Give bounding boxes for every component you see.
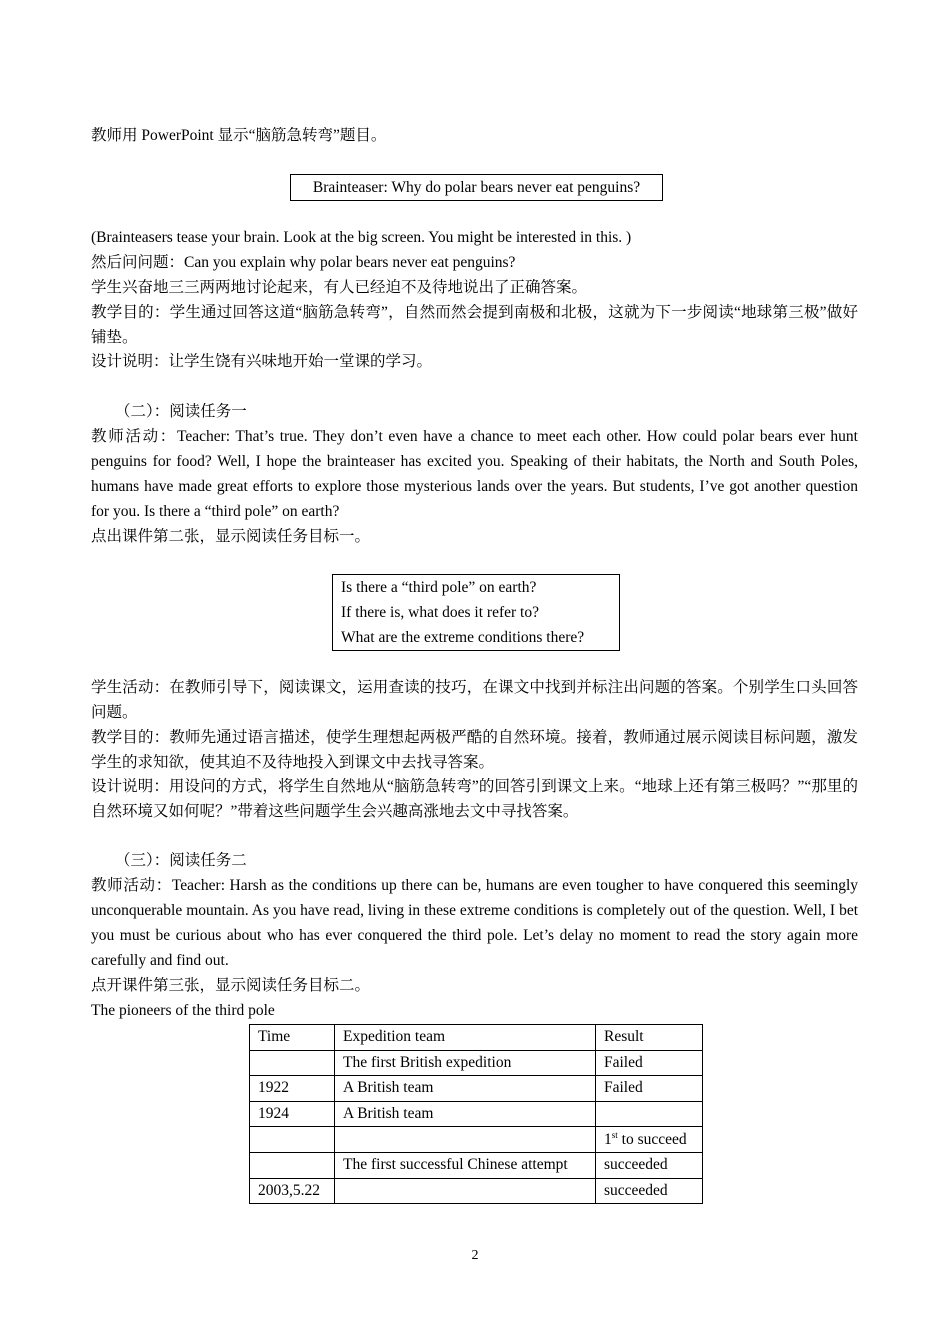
table-cell	[250, 1152, 335, 1178]
table-cell: succeeded	[596, 1152, 703, 1178]
ordinal-suffix: st	[611, 1129, 618, 1140]
table-row	[250, 1178, 703, 1204]
table-cell: A British team	[335, 1101, 596, 1127]
table-row	[250, 1101, 703, 1127]
table-cell: A British team	[335, 1076, 596, 1102]
table-cell: succeeded	[596, 1178, 703, 1204]
table-header-cell: Expedition team	[335, 1025, 596, 1051]
task2-teacher-paragraph: 教师活动：Teacher: Harsh as the conditions up there can be, humans are even tougher to have conquered this seemingly unconquerable mountain. As you have read, living in these extreme conditions is completely out of the question. Well, I bet you must be curious about who has ever conquered the third pole. Let’s delay no moment to read the story again more carefully and find out.	[91, 877, 858, 969]
intro-line-question: 然后问问题：Can you explain why polar bears never eat penguins?	[91, 254, 516, 271]
intro-line-powerpoint: 教师用 PowerPoint 显示“脑筋急转弯”题目。	[91, 127, 387, 144]
page-number: 2	[471, 1248, 479, 1263]
table-cell: 1924	[250, 1101, 335, 1127]
task1-heading: （二）：阅读任务一	[115, 403, 247, 420]
ordinal-number: 1	[604, 1130, 612, 1148]
table-cell	[596, 1101, 703, 1127]
table-title: The pioneers of the third pole	[91, 1002, 275, 1019]
table-row	[250, 1127, 703, 1153]
intro-line-students: 学生兴奋地三三两两地讨论起来，有人已经迫不及待地说出了正确答案。	[91, 279, 588, 296]
table-header-row	[250, 1025, 703, 1051]
task1-student-paragraph: 学生活动：在教师引导下，阅读课文，运用查读的技巧，在课文中找到并标注出问题的答案。个别学生口头回答问题。	[91, 679, 858, 721]
task2-heading: （三）：阅读任务二	[115, 852, 247, 869]
table-row	[250, 1076, 703, 1102]
table-cell	[335, 1178, 596, 1204]
task1-purpose-paragraph: 教学目的：教师先通过语言描述，使学生理想起两极严酷的自然环境。接着，教师通过展示阅读目标问题，激发学生的求知欲，使其迫不及待地投入到课文中去找寻答案。	[91, 729, 858, 771]
task1-teacher-paragraph: 教师活动：Teacher: That’s true. They don’t even have a chance to meet each other. How could polar bears ever hunt penguins for food? Well, I hope the brainteaser has excited you. Speaking of their habitats, the North and South Poles, humans have made great efforts to explore those mysterious lands over the years. But students, I’ve got another question for you. Is there a “third pole” on earth?	[91, 428, 858, 520]
question-item: Is there a “third pole” on earth?	[341, 579, 537, 596]
table-cell: Failed	[596, 1076, 703, 1102]
task2-slide-note: 点开课件第三张，显示阅读任务目标二。	[91, 977, 371, 994]
table-row	[250, 1152, 703, 1178]
question-item: What are the extreme conditions there?	[341, 629, 585, 646]
task1-slide-note: 点出课件第二张，显示阅读任务目标一。	[91, 528, 371, 545]
table-cell	[250, 1050, 335, 1076]
table-cell: The first successful Chinese attempt	[335, 1152, 596, 1178]
table-cell	[335, 1127, 596, 1153]
intro-purpose-paragraph: 教学目的：学生通过回答这道“脑筋急转弯”，自然而然会提到南极和北极，这就为下一步阅读“地球第三极”做好铺垫。	[91, 304, 858, 346]
task1-questions-box	[332, 574, 620, 651]
intro-line-brainteasers: (Brainteasers tease your brain. Look at the big screen. You might be interested in this. )	[91, 229, 632, 246]
intro-design-line: 设计说明：让学生饶有兴味地开始一堂课的学习。	[91, 353, 433, 370]
pioneers-table	[249, 1024, 703, 1204]
table-cell: Failed	[596, 1050, 703, 1076]
table-cell	[250, 1127, 335, 1153]
table-header-cell: Result	[596, 1025, 703, 1051]
table-cell-first-to-succeed	[596, 1127, 703, 1153]
ordinal-rest: to succeed	[617, 1130, 687, 1148]
task1-design-paragraph: 设计说明：用设问的方式，将学生自然地从“脑筋急转弯”的回答引到课文上来。“地球上还有第三极吗？”“那里的自然环境又如何呢？”带着这些问题学生会兴趣高涨地去文中寻找答案。	[91, 778, 858, 820]
question-item: If there is, what does it refer to?	[341, 604, 539, 621]
table-cell: 1922	[250, 1076, 335, 1102]
table-cell: 2003,5.22	[250, 1178, 335, 1204]
brainteaser-box: Brainteaser: Why do polar bears never eat penguins?	[290, 174, 663, 201]
table-row	[250, 1050, 703, 1076]
table-cell: The first British expedition	[335, 1050, 596, 1076]
table-header-cell: Time	[250, 1025, 335, 1051]
